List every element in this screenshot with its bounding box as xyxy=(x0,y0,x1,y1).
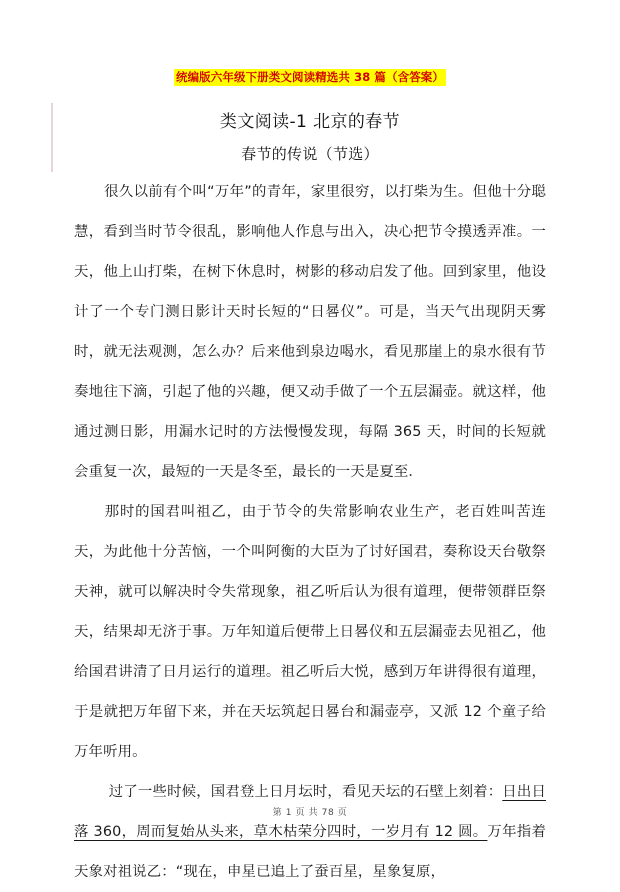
paragraph-3-segment-plain-tail: 万年指着天象对祖说乙：“现在，申星已追上了蚕百星，星象复原， xyxy=(74,824,546,880)
page-footer: 第 1 页 共 78 页 xyxy=(272,808,348,818)
paragraph-3-segment-plain-lead: 过了一些时候，国君登上日月坛时，看见天坛的石壁上刻着： xyxy=(108,784,503,800)
paragraph-2: 那时的国君叫祖乙，由于节令的失常影响农业生产，老百姓叫苦连天，为此他十分苦恼，一个叫阿衡的大臣为了讨好国君，奏称设天台敬祭天神，就可以解决时令失常现象，祖乙听后认为很有道理，便带领群臣祭天，结果却无济于事。万年知道后便带上日晷仪和五层漏壶去见祖乙，他给国君讲清了日月运行的道理。祖乙听后大悦，感到万年讲得很有道理，于是就把万年留下来，并在天坛筑起日晷台和漏壶亭，又派 12 个童子给万年听用。 xyxy=(74,504,546,760)
page-subtitle: 春节的传说（节选） xyxy=(241,145,379,163)
document-banner xyxy=(0,66,620,86)
paragraph-3-segment-underlined: 日出日落 360，周而复始从头来，草木枯荣分四时，一岁月有 12 圆。 xyxy=(74,784,546,840)
paragraph-1: 很久以前有个叫“万年”的青年，家里很穷，以打柴为生。但他十分聪慧，看到当时节令很乱，影响他人作息与出入，决心把节令摸透弄准。一天，他上山打柴，在树下休息时，树影的移动启发了他。回到家里，他设计了一个专门测日影计天时长短的“日晷仪”。可是，当天气出现阴天雾时，就无法观测，怎么办？后来他到泉边喝水，看见那崖上的泉水很有节奏地往下滴，引起了他的兴趣，便又动手做了一个五层漏壶。就这样，他通过测日影，用漏水记时的方法慢慢发现，每隔 365 天，时间的长短就会重复一次，最短的一天是冬至，最长的一天是夏至． xyxy=(74,184,546,480)
document-body xyxy=(74,172,546,892)
page-title: 类文阅读-1 北京的春节 xyxy=(219,112,401,132)
banner-highlighted-text: 统编版六年级下册类文阅读精选共 38 篇（含答案） xyxy=(175,70,444,84)
paragraph-3 xyxy=(74,772,546,892)
